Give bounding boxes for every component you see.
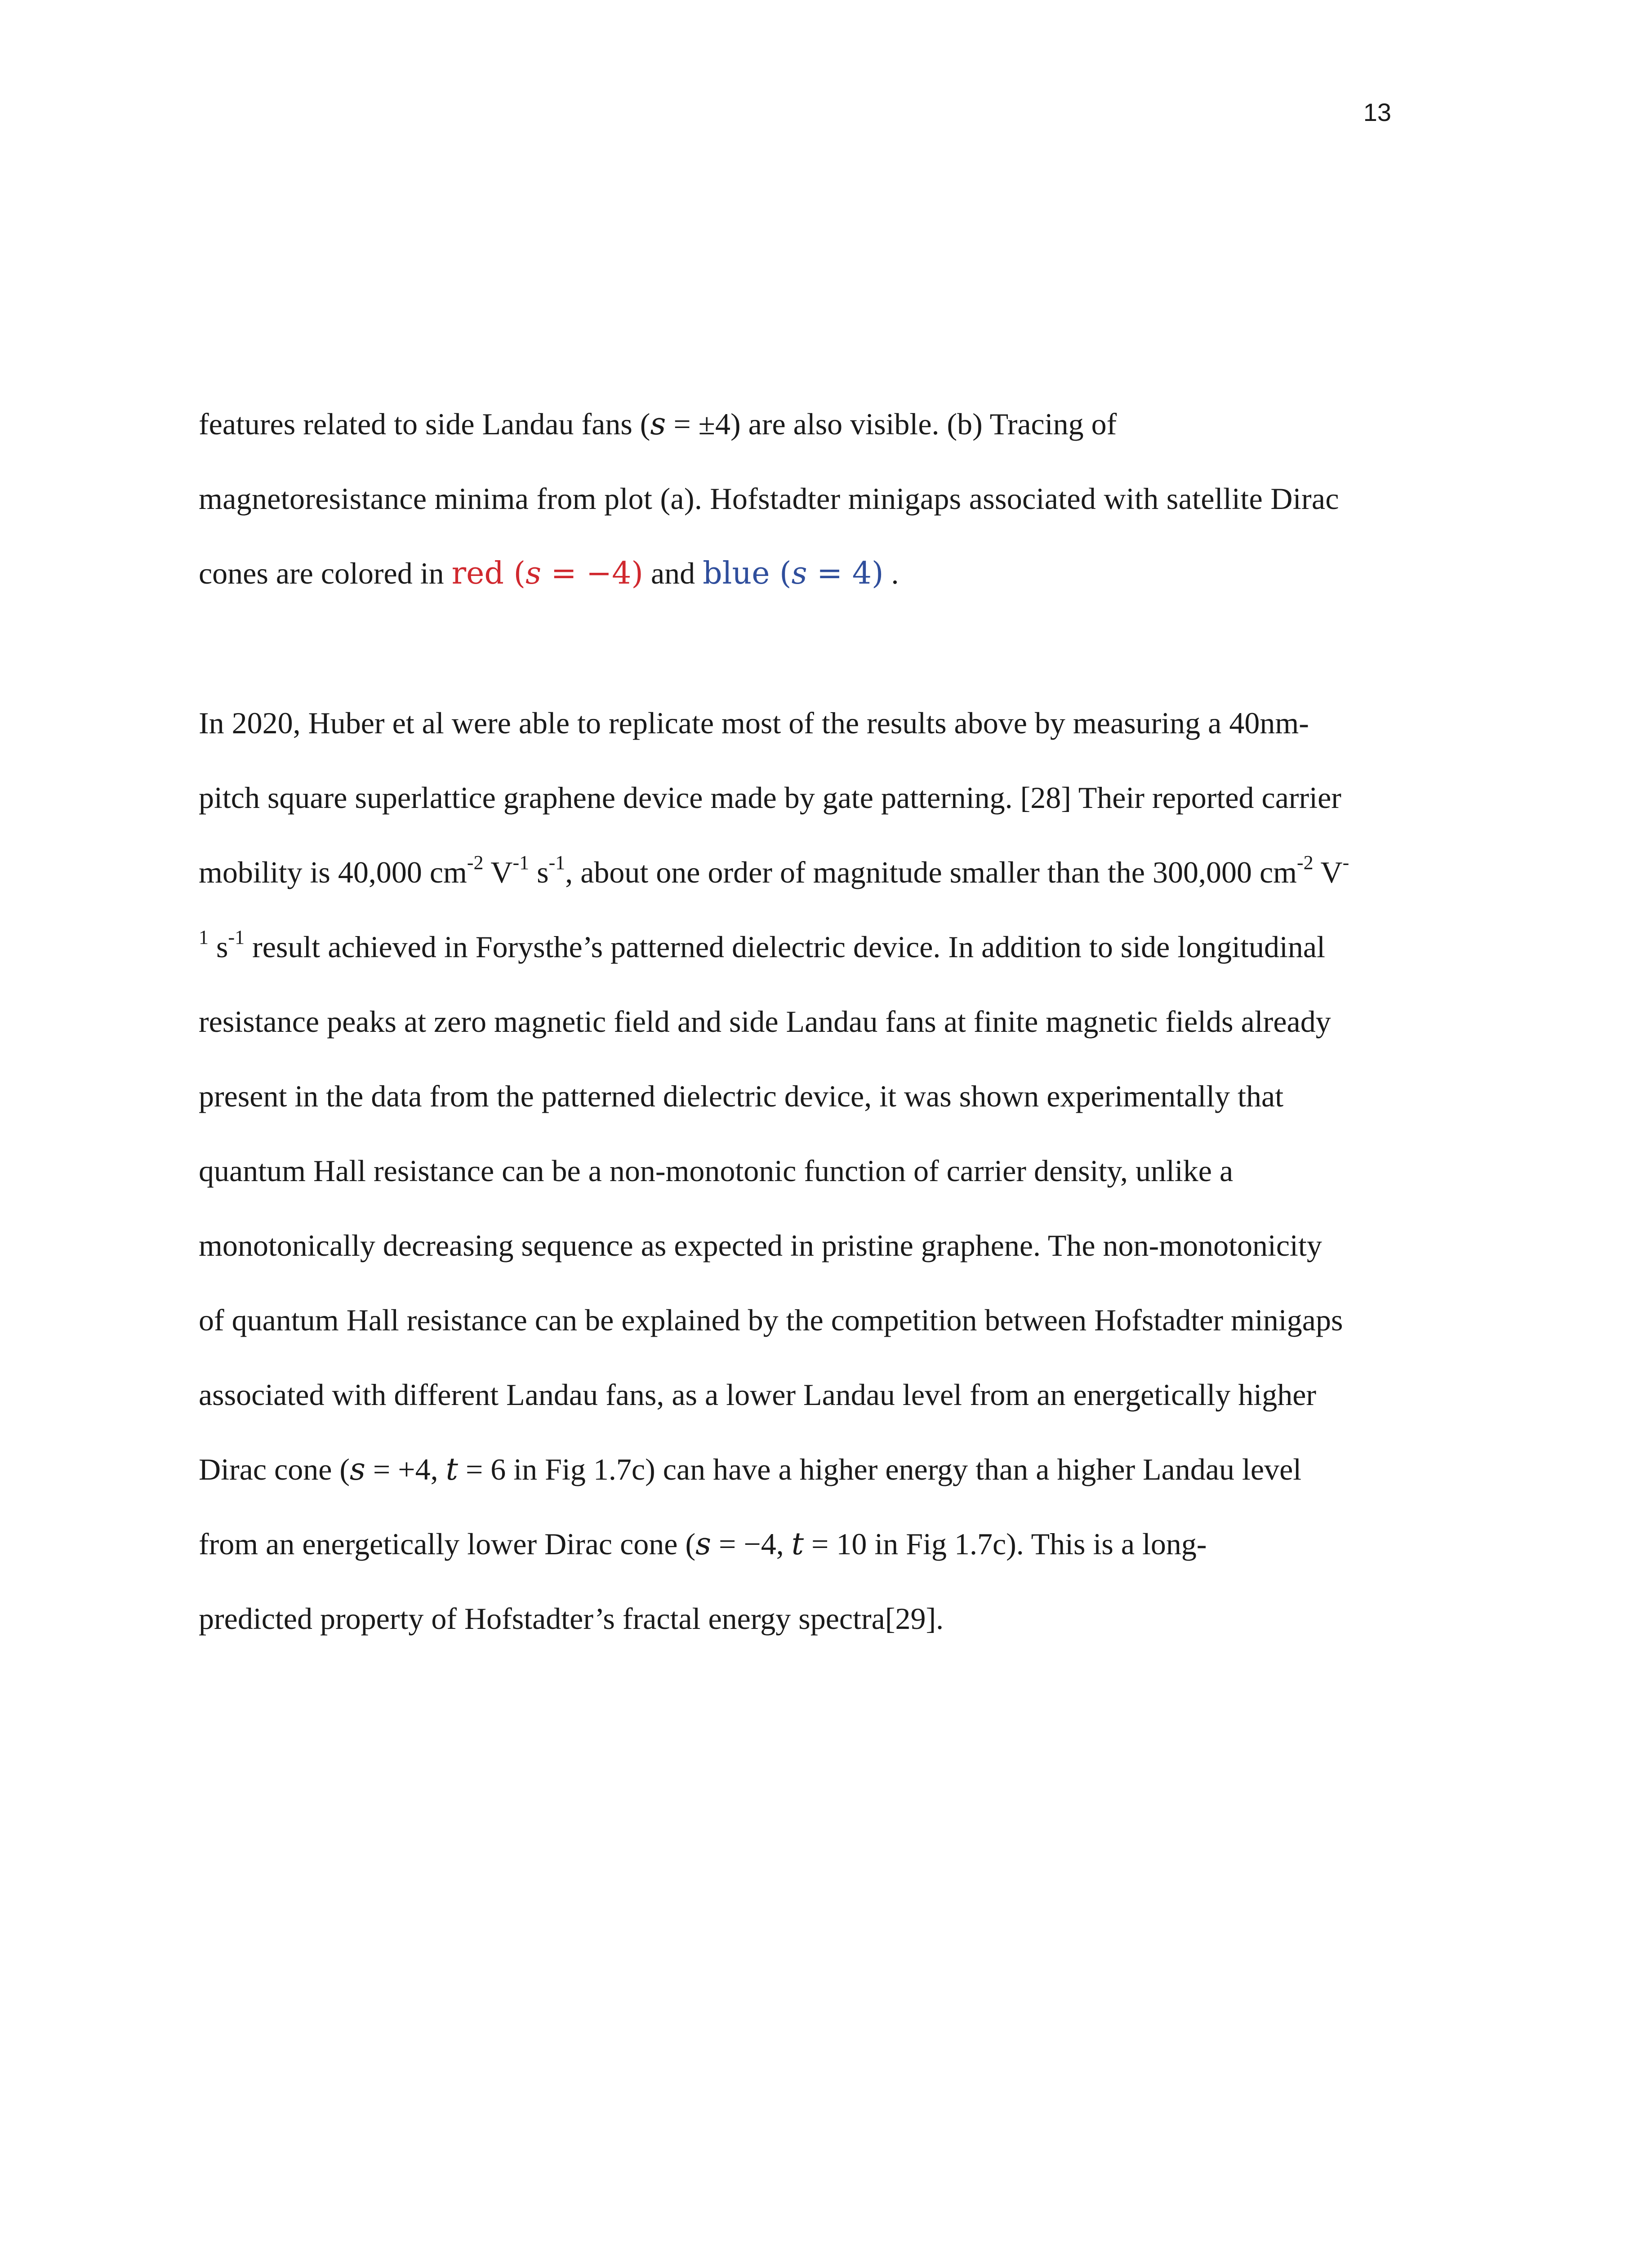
text-run: mobility is 40,000 cm	[199, 855, 467, 889]
page-number: 13	[1363, 98, 1391, 126]
text-run: s	[209, 930, 228, 964]
red-label: red (𝑠 = −4)	[451, 556, 643, 591]
paragraph-line: present in the data from the patterned dielectric device, it was shown experimentally that	[199, 1079, 1284, 1113]
superscript: -	[1342, 852, 1349, 874]
paragraph-line: of quantum Hall resistance can be explained by the competition between Hofstadter minigaps	[199, 1303, 1343, 1337]
superscript: -1	[512, 852, 530, 874]
text-run: V	[483, 855, 513, 889]
body-paragraph	[199, 701, 1439, 1672]
caption-line-2: magnetoresistance minima from plot (a). Hofstadter minigaps associated with satellite Dirac	[199, 482, 1339, 516]
paragraph-line	[199, 851, 1439, 925]
paragraph-line: from an energetically lower Dirac cone (𝑠 = −4, 𝑡 = 10 in Fig 1.7c). This is a long-	[199, 1527, 1207, 1561]
superscript: -1	[228, 926, 245, 948]
text-run: V	[1313, 855, 1343, 889]
text-run: , about one order of magnitude smaller than the 300,000 cm	[565, 855, 1297, 889]
caption-line-3	[199, 552, 1439, 626]
text-run: result achieved in Forysthe’s patterned dielectric device. In addition to side longitudinal	[245, 930, 1325, 964]
superscript: -2	[1297, 852, 1314, 874]
paragraph-line: quantum Hall resistance can be a non-monotonic function of carrier density, unlike a	[199, 1154, 1233, 1188]
blue-label: blue (𝑠 = 4)	[703, 556, 884, 591]
superscript: -2	[467, 852, 484, 874]
paragraph-line: monotonically decreasing sequence as expected in pristine graphene. The non-monotonicity	[199, 1228, 1322, 1262]
caption-text: cones are colored in	[199, 556, 452, 590]
caption-text: and	[643, 556, 703, 590]
paragraph-line: pitch square superlattice graphene device made by gate patterning. [28] Their reported carrier	[199, 781, 1341, 815]
paragraph-line: predicted property of Hofstadter’s fractal energy spectra[29].	[199, 1601, 944, 1636]
paragraph-line: resistance peaks at zero magnetic field and side Landau fans at finite magnetic fields already	[199, 1004, 1331, 1039]
paragraph-line: In 2020, Huber et al were able to replicate most of the results above by measuring a 40nm-	[199, 706, 1309, 740]
paragraph-line: Dirac cone (𝑠 = +4, 𝑡 = 6 in Fig 1.7c) can have a higher energy than a higher Landau level	[199, 1452, 1302, 1486]
text-run: s	[529, 855, 549, 889]
figure-caption-continuation	[199, 402, 1439, 626]
caption-text: .	[883, 556, 899, 590]
paragraph-line: associated with different Landau fans, as a lower Landau level from an energetically higher	[199, 1378, 1317, 1412]
superscript: -1	[548, 852, 566, 874]
caption-line-1: features related to side Landau fans (𝑠 = ±4) are also visible. (b) Tracing of	[199, 407, 1117, 441]
paragraph-line	[199, 925, 1439, 1000]
superscript: 1	[199, 926, 209, 948]
